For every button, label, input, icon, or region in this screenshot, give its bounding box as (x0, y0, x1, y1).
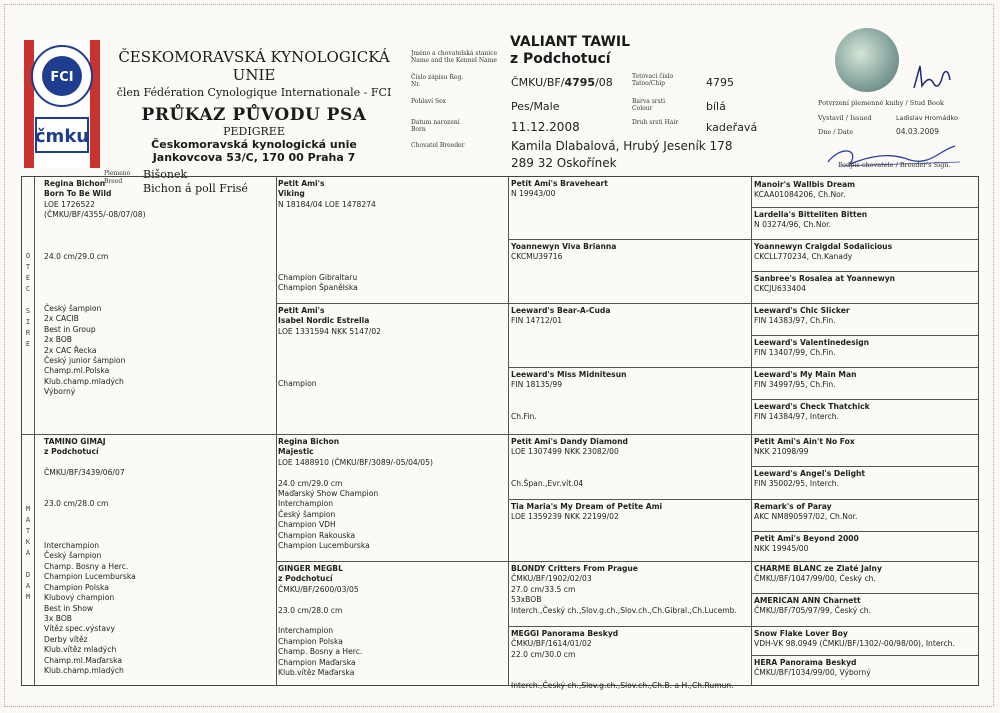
pedigree-detail-line: 2x BOB (44, 335, 73, 345)
side-letter: C (25, 285, 31, 293)
great-great-grandparent-reg: N 03274/96, Ch.Nor. (754, 220, 831, 230)
pedigree-detail-line (278, 616, 504, 626)
dam-cell: TAMINO GIMAJ z Podchotucí ČMKU/BF/3439/06/07 23.0 cm/28.0 cm Interchampion Český šampion Champ. Bosny a Herc. Champion Lucemburska Champion Polska Klubový champion Best in Show 3x BOB Vítěz spec.výstavy Derby vítěz Klub.vítěz mladých Champ.ml.Maďarska Klub.champ.mladých (44, 437, 272, 685)
great-grandparent-cell (511, 564, 747, 624)
side-letter: R (25, 329, 31, 337)
pedigree-detail-line (278, 210, 504, 220)
logo-fci-text: FCI (50, 70, 74, 85)
chip-label: Tetovací číslo Tatoo/Chip (632, 73, 674, 87)
pedigree-table (21, 176, 979, 691)
great-great-grandparent-name: Petit Ami's Ain't No Fox (754, 437, 855, 446)
pedigree-detail-line: Derby vítěz (44, 634, 88, 644)
pedigree-detail-line: N 19943/00 (511, 189, 556, 199)
pedigree-detail-line (44, 283, 272, 293)
great-great-grandparent-cell (754, 437, 976, 466)
great-great-grandparent-reg: AKC NM890597/02, Ch.Nor. (754, 512, 858, 522)
pedigree-detail-line: FIN 14712/01 (511, 316, 563, 326)
pedigree-detail-line: Ch.Špan.,Evr.vít.04 (511, 478, 584, 488)
great-great-grandparent-reg: FIN 14384/97, Interch. (754, 412, 839, 422)
great-great-grandparent-cell (754, 242, 976, 271)
pedigree-detail-line: Klub.vítěz mladých (44, 645, 117, 655)
pedigree-detail-line (278, 231, 504, 241)
great-great-grandparent-name: Sanbree's Rosalea at Yoannewyn (754, 274, 896, 283)
great-great-grandparent-name: Petit Ami's Beyond 2000 (754, 534, 859, 543)
side-letter: E (25, 274, 31, 282)
pedigree-detail-line: ČMKU/BF/1614/01/02 (511, 639, 592, 649)
pedigree-detail-line (511, 671, 747, 681)
great-great-grandparent-name: Manoir's Wallbis Dream (754, 180, 856, 189)
org-line2: člen Fédération Cynologique Internationale - FCI (116, 86, 392, 99)
pedigree-detail-line: LOE 1359239 NKK 22199/02 (511, 512, 619, 522)
great-great-grandparent-cell (754, 402, 976, 434)
great-grandparent-name: Petit Ami's Braveheart (511, 179, 608, 188)
side-letter: K (25, 538, 31, 546)
great-grandparent-cell (511, 179, 747, 237)
pedigree-detail-line: N 18184/04 LOE 1478274 (278, 199, 376, 209)
pedigree-detail-line: 2x CACIB (44, 314, 79, 324)
pedigree-detail-line: LOE 1488910 (ČMKU/BF/3089/-05/04/05) (278, 457, 433, 467)
great-great-grandparent-reg: CKCJU633404 (754, 284, 806, 294)
great-great-grandparent-name: AMERICAN ANN Charnett (754, 596, 861, 605)
pedigree-detail-line: Champion Maďarska (278, 657, 356, 667)
cmku-fci-logo (24, 40, 100, 168)
great-great-grandparent-cell (754, 502, 976, 531)
pedigree-detail-line (511, 391, 747, 401)
issue-date: 04.03.2009 (896, 127, 939, 136)
date-label: Dne / Date (818, 128, 854, 136)
org-header (104, 48, 404, 164)
pedigree-detail-line: Interch.,Český ch.,Slov.g.ch.,Slov.ch.,Ch.Gibral.,Ch.Lucemb. (511, 605, 737, 615)
breeder-sign-label: Podpis chovatele / Breeder's Sign. (838, 161, 951, 169)
great-great-grandparent-name: Lardella's Bitteliten Bitten (754, 210, 868, 219)
pedigree-detail-line: (ČMKU/BF/4355/-08/07/08) (44, 210, 146, 220)
grandparent-dam-sire: Regina Bichon Majestic LOE 1488910 (ČMKU/BF/3089/-05/04/05) 24.0 cm/29.0 cm Maďarský Show Champion Interchampion Český šampion Champion VDH Champion Rakouska Champion Lucemburska (278, 437, 504, 559)
great-great-grandparent-cell (754, 370, 976, 399)
pedigree-detail-line (278, 337, 504, 347)
great-great-grandparent-name: CHARME BLANC ze Zlaté Jalny (754, 564, 882, 573)
pedigree-detail-line: 53xBOB (511, 595, 542, 605)
great-grandparent-cell (511, 370, 747, 432)
great-great-grandparent-cell (754, 629, 976, 655)
pedigree-detail-line: Český šampion (44, 551, 102, 561)
pedigree-detail-line (44, 531, 272, 541)
logo-cmku-text: čmku (34, 126, 90, 147)
pedigree-detail-line: Klub.vítěz Maďarska (278, 668, 355, 678)
kennel-label: Jméno a chovatelská stanice Name and the Kennel Name (411, 50, 498, 64)
pedigree-detail-line: Best in Group (44, 324, 96, 334)
pedigree-detail-line: Champion Polska (278, 636, 343, 646)
pedigree-detail-line (511, 401, 747, 411)
great-grandparent-cell (511, 306, 747, 365)
pedigree-detail-line: Interchampion (278, 499, 334, 509)
pedigree-detail-line: CKCMU39716 (511, 252, 563, 262)
side-letter: O (25, 252, 31, 260)
great-great-grandparent-reg: FIN 13407/99, Ch.Fin. (754, 348, 836, 358)
pedigree-detail-line (278, 221, 504, 231)
reg-number: ČMKU/BF/4795/08 (511, 76, 613, 89)
great-great-grandparent-cell (754, 274, 976, 303)
great-great-grandparent-name: Snow Flake Lover Boy (754, 629, 848, 638)
pedigree-detail-line: Vítěz spec.výstavy (44, 624, 115, 634)
great-grandparent-cell (511, 629, 747, 691)
studbook-confirm-label: Potvrzení plemenné knihy / Stud Book (818, 99, 944, 107)
great-great-grandparent-reg: NKK 21098/99 (754, 447, 809, 457)
great-grandparent-name: Petit Ami's Dandy Diamond (511, 437, 628, 446)
hair-value: kadeřavá (706, 121, 758, 134)
pedigree-detail-line: 22.0 cm/30.0 cm (511, 649, 576, 659)
chip-number: 4795 (706, 76, 734, 89)
great-great-grandparent-name: Leeward's Valentinedesign (754, 338, 870, 347)
pedigree-detail-line: ČMKU/BF/2600/03/05 (278, 584, 359, 594)
sex-label: Pohlaví Sex (411, 98, 447, 105)
pedigree-detail-line: Champion Polska (44, 582, 109, 592)
great-great-grandparent-reg: FIN 35002/95, Interch. (754, 479, 839, 489)
side-letter: M (25, 505, 31, 513)
great-great-grandparent-name: HERA Panorama Beskyd (754, 658, 857, 667)
pedigree-detail-line (278, 241, 504, 251)
pedigree-detail-line: 23.0 cm/28.0 cm (278, 605, 343, 615)
pedigree-detail-line: Champ.ml.Polska (44, 366, 110, 376)
registrar-signature (910, 58, 960, 94)
pedigree-detail-line: 3x BOB (44, 613, 73, 623)
grandparent-dam-dam: GINGER MEGBL z Podchotucí ČMKU/BF/2600/03/05 23.0 cm/28.0 cm Interchampion Champion Polska Champ. Bosny a Herc. Champion Maďarska Klub.vítěz Maďarska (278, 564, 504, 685)
side-letter: T (25, 263, 31, 271)
hologram-seal (835, 28, 899, 92)
great-great-grandparent-reg: ČMKU/BF/1034/99/00, Výborný (754, 668, 871, 678)
great-great-grandparent-reg: ČMKU/BF/705/97/99, Český ch. (754, 606, 872, 616)
great-great-grandparent-cell (754, 658, 976, 685)
pedigree-detail-line (511, 660, 747, 670)
born-value: 11.12.2008 (511, 120, 580, 134)
pedigree-detail-line: 2x CAC Řecka (44, 345, 97, 355)
side-letter: E (25, 340, 31, 348)
great-great-grandparent-name: Leeward's Chic Slicker (754, 306, 850, 315)
breeder-value (511, 138, 732, 172)
pedigree-detail-line (44, 489, 272, 499)
pedigree-detail-line (44, 241, 272, 251)
colour-label: Barva srsti Colour (632, 98, 666, 112)
document-title: PRŮKAZ PŮVODU PSA (141, 105, 367, 125)
pedigree-detail-line: 24.0 cm/29.0 cm (278, 478, 343, 488)
pedigree-detail-line: Ch.Fin. (511, 411, 537, 421)
great-great-grandparent-name: Yoannewyn Craigdal Sodalicious (754, 242, 893, 251)
document-subtitle: PEDIGREE (223, 125, 285, 138)
hair-label: Druh srsti Hair (632, 119, 679, 126)
pedigree-detail-line (278, 262, 504, 272)
pedigree-detail-line: Champion Lucemburska (278, 541, 370, 551)
great-great-grandparent-name: Remark's of Paray (754, 502, 832, 511)
side-letter: I (25, 318, 31, 326)
side-letter: A (25, 549, 31, 557)
pedigree-detail-line: LOE 1331594 NKK 5147/02 (278, 326, 381, 336)
breed-label: Plemeno Breed (104, 170, 131, 185)
pedigree-detail-line (278, 368, 504, 378)
great-grandparent-name: BLONDY Critters From Prague (511, 564, 638, 573)
pedigree-detail-line (44, 479, 272, 489)
great-grandparent-name: Leeward's Miss Midnitesun (511, 370, 627, 379)
colour-value: bílá (706, 100, 726, 113)
pedigree-detail-line: LOE 1307499 NKK 23082/00 (511, 447, 619, 457)
side-letter: A (25, 582, 31, 590)
great-grandparent-cell (511, 437, 747, 497)
pedigree-detail-line: Champion Rakouska (278, 530, 356, 540)
pedigree-detail-line: Klubový champion (44, 593, 115, 603)
pedigree-detail-line: 23.0 cm/28.0 cm (44, 499, 109, 509)
sire-side-label (23, 251, 33, 350)
pedigree-detail-line: 27.0 cm/33.5 cm (511, 584, 576, 594)
org-address: Jankovcova 53/C, 170 00 Praha 7 (152, 151, 356, 164)
great-great-grandparent-cell (754, 469, 976, 499)
pedigree-detail-line: LOE 1726522 (44, 199, 95, 209)
great-grandparent-name: Leeward's Bear-A-Cuda (511, 306, 611, 315)
issued-label: Vystavil / Issued (818, 114, 872, 122)
pedigree-detail-line (44, 520, 272, 530)
side-letter: M (25, 593, 31, 601)
pedigree-detail-line (44, 221, 272, 231)
great-grandparent-name: Yoannewyn Viva Brianna (511, 242, 617, 251)
pedigree-detail-line: Maďarský Show Champion (278, 489, 379, 499)
pedigree-detail-line: Best in Show (44, 603, 94, 613)
pedigree-detail-line: ČMKU/BF/3439/06/07 (44, 468, 125, 478)
pedigree-detail-line: FIN 18135/99 (511, 380, 563, 390)
great-great-grandparent-cell (754, 180, 976, 207)
pedigree-detail-line (511, 458, 747, 468)
pedigree-detail-line: Champ. Bosny a Herc. (278, 647, 363, 657)
great-great-grandparent-cell (754, 534, 976, 561)
org-line1: ČESKOMORAVSKÁ KYNOLOGICKÁ UNIE (118, 48, 390, 84)
pedigree-detail-line: Klub.champ.mladých (44, 665, 124, 675)
great-great-grandparent-name: Leeward's Angel's Delight (754, 469, 866, 478)
pedigree-detail-line (278, 348, 504, 358)
pedigree-detail-line (278, 468, 504, 478)
pedigree-detail-line: Interchampion (44, 541, 100, 551)
great-great-grandparent-cell (754, 338, 976, 367)
dog-name-line1: VALIANT TAWIL (510, 34, 631, 50)
breeder-line2: 289 32 Oskořínek (511, 156, 617, 170)
great-grandparent-cell (511, 242, 747, 301)
grandparent-sire-dam: Petit Ami's Isabel Nordic Estrella LOE 1331594 NKK 5147/02 Champion (278, 306, 504, 432)
pedigree-detail-line (44, 510, 272, 520)
grandparent-sire-sire: Petit Ami's Viking N 18184/04 LOE 1478274 Champion Gibraltaru Champion Španělska (278, 179, 504, 301)
great-great-grandparent-reg: NKK 19945/00 (754, 544, 809, 554)
great-great-grandparent-reg: FIN 34997/95, Ch.Fin. (754, 380, 836, 390)
great-great-grandparent-cell (754, 596, 976, 626)
pedigree-detail-line: Champion Gibraltaru (278, 272, 358, 282)
pedigree-detail-line: Výborný (44, 387, 76, 397)
pedigree-detail-line: Interch.,Český ch.,Slov.g.ch.,Slov.ch.,Ch.B. a H.,Ch.Rumun. (511, 681, 734, 691)
pedigree-detail-line: Champion VDH (278, 520, 336, 530)
side-letter: S (25, 307, 31, 315)
pedigree-detail-line: Český junior šampion (44, 355, 126, 365)
pedigree-detail-line: Český šampion (44, 303, 102, 313)
great-great-grandparent-cell (754, 210, 976, 239)
dam-side-label (23, 504, 33, 603)
side-letter (23, 559, 33, 570)
pedigree-detail-line (278, 358, 504, 368)
breeder-line1: Kamila Dlabalová, Hrubý Jeseník 178 (511, 139, 733, 153)
great-great-grandparent-reg: VDH-VK 98.0949 (ČMKU/BF/1302/-00/98/00), Interch. (754, 639, 955, 649)
great-grandparent-name: Tia Maria's My Dream of Petite Ami (511, 502, 663, 511)
great-grandparent-cell (511, 502, 747, 559)
side-letter (23, 295, 33, 306)
breeder-label: Chovatel Breeder (411, 142, 465, 149)
sex-value: Pes/Male (511, 100, 560, 113)
pedigree-detail-line: ČMKU/BF/1902/02/03 (511, 574, 592, 584)
pedigree-detail-line: Champion Španělska (278, 283, 358, 293)
pedigree-detail-line: Klub.champ.mladých (44, 376, 124, 386)
great-great-grandparent-reg: CKCLL770234, Ch.Kanady (754, 252, 853, 262)
great-great-grandparent-reg: ČMKU/BF/1047/99/00, Český ch. (754, 574, 876, 584)
great-great-grandparent-name: Leeward's My Main Man (754, 370, 857, 379)
great-great-grandparent-reg: KCAA01084206, Ch.Nor. (754, 190, 846, 200)
side-letter: A (25, 516, 31, 524)
pedigree-detail-line: Champion (278, 378, 317, 388)
reg-label: Číslo zápisu Reg. Nr. (411, 74, 464, 88)
pedigree-detail-line (511, 468, 747, 478)
pedigree-detail-line: Champion Lucemburska (44, 572, 136, 582)
issued-by: Ladislav Hromádko (896, 114, 958, 122)
pedigree-detail-line: Champ. Bosny a Herc. (44, 561, 129, 571)
dog-name-line2: z Podchotucí (510, 51, 611, 67)
breed-en: Bichon á poll Frisé (143, 182, 248, 195)
great-great-grandparent-cell (754, 564, 976, 593)
breed-cz: Bišonek (143, 168, 188, 181)
great-grandparent-name: MEGGI Panorama Beskyd (511, 629, 619, 638)
pedigree-detail-line (44, 293, 272, 303)
pedigree-detail-line (44, 262, 272, 272)
pedigree-detail-line: Český šampion (278, 509, 336, 519)
pedigree-detail-line (44, 273, 272, 283)
great-great-grandparent-name: Leeward's Check Thatchick (754, 402, 870, 411)
pedigree-detail-line: Champ.ml.Maďarska (44, 655, 122, 665)
side-letter: D (25, 571, 31, 579)
pedigree-detail-line (44, 231, 272, 241)
side-letter: T (25, 527, 31, 535)
dog-name (510, 34, 630, 68)
pedigree-detail-line (44, 458, 272, 468)
pedigree-detail-line (278, 595, 504, 605)
org-name: Českomoravská kynologická unie (151, 138, 357, 151)
sire-cell: Regina Bichon Born To Be Wild LOE 1726522 (ČMKU/BF/4355/-08/07/08) 24.0 cm/29.0 cm Český šampion 2x CACIB Best in Group 2x BOB 2x CAC Řecka Český junior šampion Champ.ml.Polska Klub.champ.mladých Výborný (44, 179, 272, 431)
great-great-grandparent-cell (754, 306, 976, 335)
born-label: Datum narození Born (411, 119, 460, 133)
pedigree-detail-line (278, 252, 504, 262)
pedigree-detail-line: 24.0 cm/29.0 cm (44, 251, 109, 261)
great-great-grandparent-reg: FIN 14383/97, Ch.Fin. (754, 316, 836, 326)
pedigree-detail-line: Interchampion (278, 626, 334, 636)
